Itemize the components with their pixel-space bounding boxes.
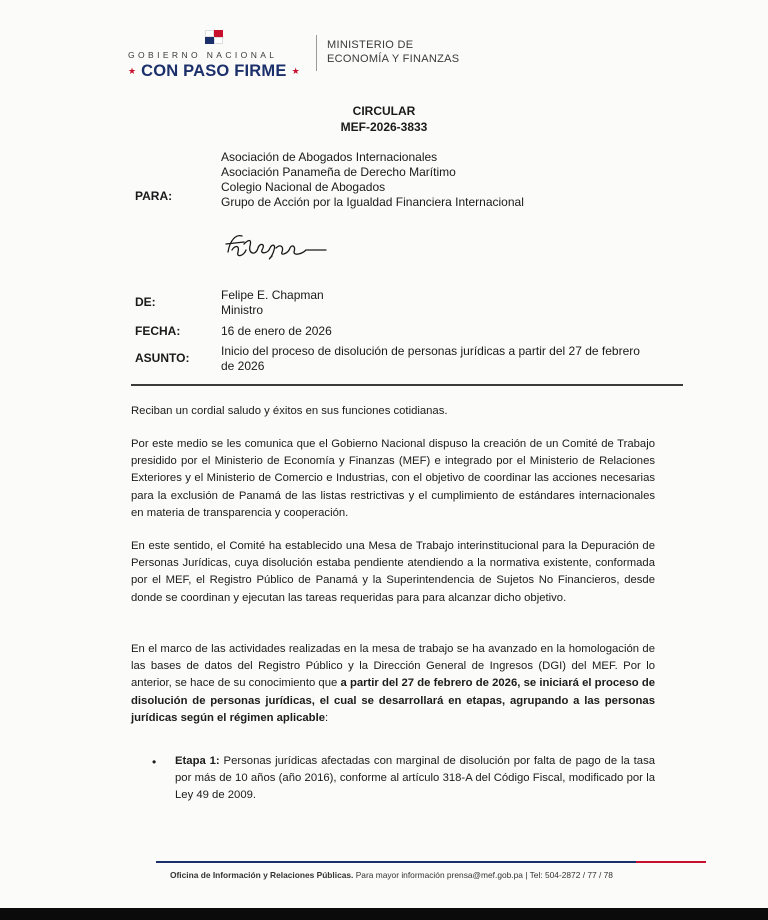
- header-divider: [316, 35, 317, 71]
- header-rule: [131, 384, 683, 386]
- circular-number: MEF-2026-3833: [340, 120, 428, 134]
- panama-flag-icon: [205, 30, 223, 44]
- paragraph-2: En este sentido, el Comité ha establecido una Mesa de Trabajo interinstitucional para la Depuración de Personas Jurídicas, cuya disolución estaba pendiente atendiendo a la normativa existente, conformada por el MEF, el Registro Público de Panamá y la Superintendencia de Sujetos No Financieros, desde donde se coordinan y ejecutan las tareas requeridas para para alcanzar dicho objetivo.: [131, 540, 655, 604]
- footer-rule: [156, 861, 706, 864]
- recipient-list: [221, 150, 524, 210]
- ministry-name: MINISTERIO DE ECONOMÍA Y FINANZAS: [327, 39, 460, 65]
- footer-contact: Oficina de Información y Relaciones Públicas. Para mayor información prensa@mef.gob.pa | Tel: 504-2872 / 77 / 78: [170, 870, 613, 880]
- recipient: Asociación Panameña de Derecho Marítimo: [221, 165, 456, 179]
- signature: [222, 226, 342, 266]
- highlighted-text: a partir del 27 de febrero de 2026, se iniciará el proceso de disolución de personas jurídicas, el cual se desarrollará en etapas, agrupando a las personas jurídicas según el régimen aplicable: [131, 677, 655, 724]
- subject-line: Inicio del proceso de disolución de personas jurídicas a partir del 27 de febrero: [221, 344, 640, 358]
- sender-name: Felipe E. Chapman: [221, 288, 324, 302]
- recipient: Colegio Nacional de Abogados: [221, 180, 386, 194]
- paragraph-1: Por este medio se les comunica que el Gobierno Nacional dispuso la creación de un Comité de Trabajo presidido por el Ministerio de Economía y Finanzas (MEF) e integrado por el Ministerio de Relaciones Exteriores y el Ministerio de Comercio e Industrias, con el objetivo de coordinar las acciones necesarias para la exclusión de Panamá de las listas restrictivas y el cumplimiento de estándares internacionales en materia de transparencia y cooperación.: [131, 438, 655, 519]
- recipient: Asociación de Abogados Internacionales: [221, 150, 438, 164]
- list-item: Etapa 1: Personas jurídicas afectadas con marginal de disolución por falta de pago de la tasa por más de 10 años (año 2016), conforme al artículo 318-A del Código Fiscal, modificado por la Ley 49 de 2009.: [175, 755, 656, 802]
- paragraph-3: En el marco de las actividades realizadas en la mesa de trabajo se ha avanzado en la homologación de las bases de datos del Registro Público y la Dirección General de Ingresos (DGI) del MEF. Por lo anterior, se hace de su conocimiento que a partir del 27 de febrero de 2026, se iniciará el proceso de disolución de personas jurídicas, el cual se desarrollará en etapas, agrupando a las personas jurídicas según el régimen aplicable:: [131, 643, 655, 724]
- star-icon: ★: [128, 66, 137, 76]
- fecha-label: FECHA:: [135, 324, 181, 338]
- bottom-band: [0, 908, 768, 920]
- star-icon: ★: [291, 66, 300, 76]
- circular-title: CIRCULAR: [352, 104, 416, 118]
- bullet-icon: •: [152, 755, 157, 769]
- de-label: DE:: [135, 295, 156, 309]
- date-value: 16 de enero de 2026: [221, 324, 332, 338]
- gov-label: GOBIERNO NACIONAL: [128, 50, 278, 60]
- subject-line: de 2026: [221, 359, 265, 373]
- brand-slogan: CON PASO FIRME: [141, 62, 287, 80]
- sender-title: Ministro: [221, 303, 264, 317]
- recipient: Grupo de Acción por la Igualdad Financiera Internacional: [221, 195, 524, 209]
- greeting: Reciban un cordial saludo y éxitos en sus funciones cotidianas.: [131, 405, 448, 417]
- asunto-label: ASUNTO:: [135, 351, 190, 365]
- para-label: PARA:: [135, 189, 173, 203]
